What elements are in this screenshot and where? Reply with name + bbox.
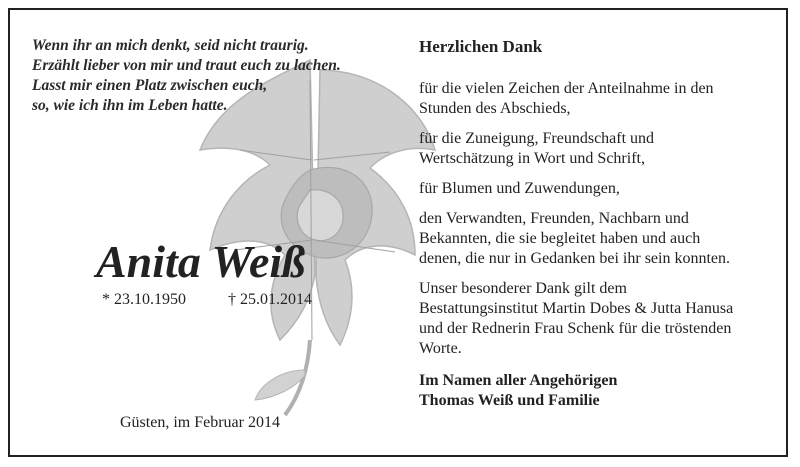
signature-line: Thomas Weiß und Familie [419,392,600,409]
life-dates [102,290,312,310]
place-and-date: Güsten, im Februar 2014 [120,414,280,431]
signature-line: Im Namen aller Angehörigen [419,372,618,389]
thanks-paragraph [419,279,779,359]
poem-line: Wenn ihr an mich denkt, seid nicht traurig. [32,37,309,54]
signature [419,371,779,411]
thanks-line: Stunden des Abschieds, [419,100,571,117]
thanks-paragraph [419,209,779,269]
thanks-line: Worte. [419,340,462,357]
thanks-paragraph [419,129,779,169]
obituary-card [8,8,788,457]
memorial-poem [32,36,341,116]
thanks-line: für Blumen und Zuwendungen, [419,180,620,197]
thanks-line: Bekannten, die sie begleitet haben und auch [419,230,701,247]
thanks-line: für die vielen Zeichen der Anteilnahme in den [419,80,714,97]
death-date: † 25.01.2014 [228,291,312,308]
thanks-line: denen, die nur in Gedanken bei ihr sein konnten. [419,250,731,267]
thanks-paragraph [419,179,779,199]
thanks-line: den Verwandten, Freunden, Nachbarn und [419,210,689,227]
thanks-line: Wertschätzung in Wort und Schrift, [419,150,645,167]
thanks-section [419,36,779,411]
thanks-heading: Herzlichen Dank [419,37,543,56]
poem-line: Erzählt lieber von mir und traut euch zu lachen. [32,57,341,74]
thanks-paragraph [419,79,779,119]
thanks-line: und der Rednerin Frau Schenk für die tröstenden [419,320,732,337]
thanks-line: Unser besonderer Dank gilt dem [419,280,627,297]
thanks-line: für die Zuneigung, Freundschaft und [419,130,655,147]
poem-line: so, wie ich ihn im Leben hatte. [32,97,228,114]
thanks-line: Bestattungsinstitut Martin Dobes & Jutta Hanusa [419,300,734,317]
deceased-name: Anita Weiß [96,236,306,287]
birth-date: * 23.10.1950 [102,291,186,308]
poem-line: Lasst mir einen Platz zwischen euch, [32,77,268,94]
